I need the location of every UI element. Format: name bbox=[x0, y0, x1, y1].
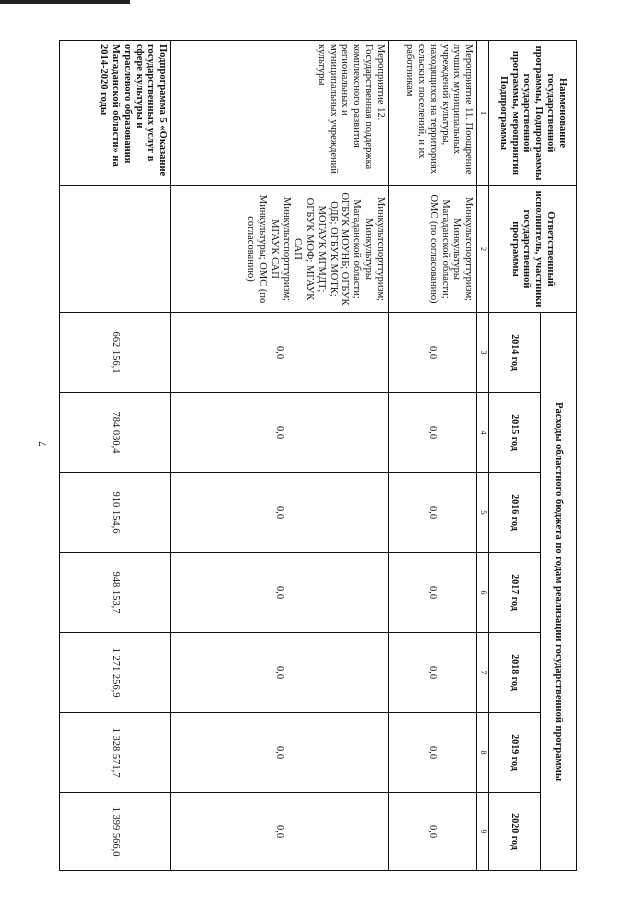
row-value: 0,0 bbox=[388, 393, 476, 473]
column-index: 3 bbox=[477, 313, 489, 393]
row-value: 662 156,1 bbox=[60, 313, 171, 393]
column-index: 9 bbox=[477, 793, 489, 871]
row-value: 1 399 566,0 bbox=[60, 793, 171, 871]
rotated-table-container bbox=[59, 40, 577, 870]
row-value: 0,0 bbox=[388, 313, 476, 393]
row-value: 0,0 bbox=[388, 473, 476, 553]
row-executors: Минкультспорттуризм; Минкультуры Магаданской области; ОГБУК МОУНБ; ОГБУК ОДБ; ОГБУК МОТК; МОГАУК МГМДТ; ОГБУК МОФ; МГАУК САП Минкультспорттуризм; МГАУК САП Минкультуры; ОМС (по согласованию) bbox=[171, 186, 389, 313]
column-index: 4 bbox=[477, 393, 489, 473]
header-year: 2018 год bbox=[488, 633, 540, 713]
header-executor-column: Ответственный исполнитель, участники государственной программы bbox=[488, 186, 576, 313]
table-row bbox=[388, 41, 476, 871]
column-index: 6 bbox=[477, 553, 489, 633]
row-value: 0,0 bbox=[388, 553, 476, 633]
row-value: 0,0 bbox=[171, 633, 389, 713]
row-executors bbox=[60, 186, 171, 313]
row-value: 1 328 571,7 bbox=[60, 713, 171, 793]
budget-table bbox=[59, 40, 577, 871]
column-index: 8 bbox=[477, 713, 489, 793]
table-row bbox=[60, 41, 171, 871]
row-value: 0,0 bbox=[388, 633, 476, 713]
row-value: 0,0 bbox=[171, 793, 389, 871]
header-expenses-title: Расходы областного бюджета по годам реализации государственной программы bbox=[540, 313, 576, 871]
column-index: 1 bbox=[477, 41, 489, 186]
row-value: 0,0 bbox=[171, 313, 389, 393]
column-index: 5 bbox=[477, 473, 489, 553]
row-value: 910 154,6 bbox=[60, 473, 171, 553]
row-name: Подпрограмма 5 «Оказание государственных услуг в сфере культуры и отраслевого образования Магаданской области» на 2014-2020 годы bbox=[60, 41, 171, 186]
header-year: 2014 год bbox=[488, 313, 540, 393]
row-value: 0,0 bbox=[171, 393, 389, 473]
page-number: 7 bbox=[36, 441, 49, 447]
header-year: 2019 год bbox=[488, 713, 540, 793]
row-value: 0,0 bbox=[171, 713, 389, 793]
table-row bbox=[171, 41, 389, 871]
row-value: 0,0 bbox=[388, 713, 476, 793]
header-name-column: Наименование государственной программы, Подпрограммы государственной программы, мероприятия Подпрограммы bbox=[488, 41, 576, 186]
row-value: 0,0 bbox=[171, 553, 389, 633]
row-value: 0,0 bbox=[171, 473, 389, 553]
row-value: 948 153,7 bbox=[60, 553, 171, 633]
column-index: 2 bbox=[477, 186, 489, 313]
header-year: 2015 год bbox=[488, 393, 540, 473]
header-year: 2016 год bbox=[488, 473, 540, 553]
row-name: Мероприятие 12. Государственная поддержка комплексного развития региональных и муниципальных учреждений культуры bbox=[171, 41, 389, 186]
row-value: 1 271 256,9 bbox=[60, 633, 171, 713]
row-value: 0,0 bbox=[388, 793, 476, 871]
row-value: 784 030,4 bbox=[60, 393, 171, 473]
column-index: 7 bbox=[477, 633, 489, 713]
header-year: 2017 год bbox=[488, 553, 540, 633]
row-name: Мероприятие 11. Поощрение лучших муниципальных учреждений культуры, находящихся на территориях сельских поселений, и их работникам bbox=[388, 41, 476, 186]
header-year: 2020 год bbox=[488, 793, 540, 871]
row-executors: Минкультспорттуризм; Минкультуры Магаданской области; ОМС (по согласованию) bbox=[388, 186, 476, 313]
header-rule bbox=[0, 0, 130, 4]
